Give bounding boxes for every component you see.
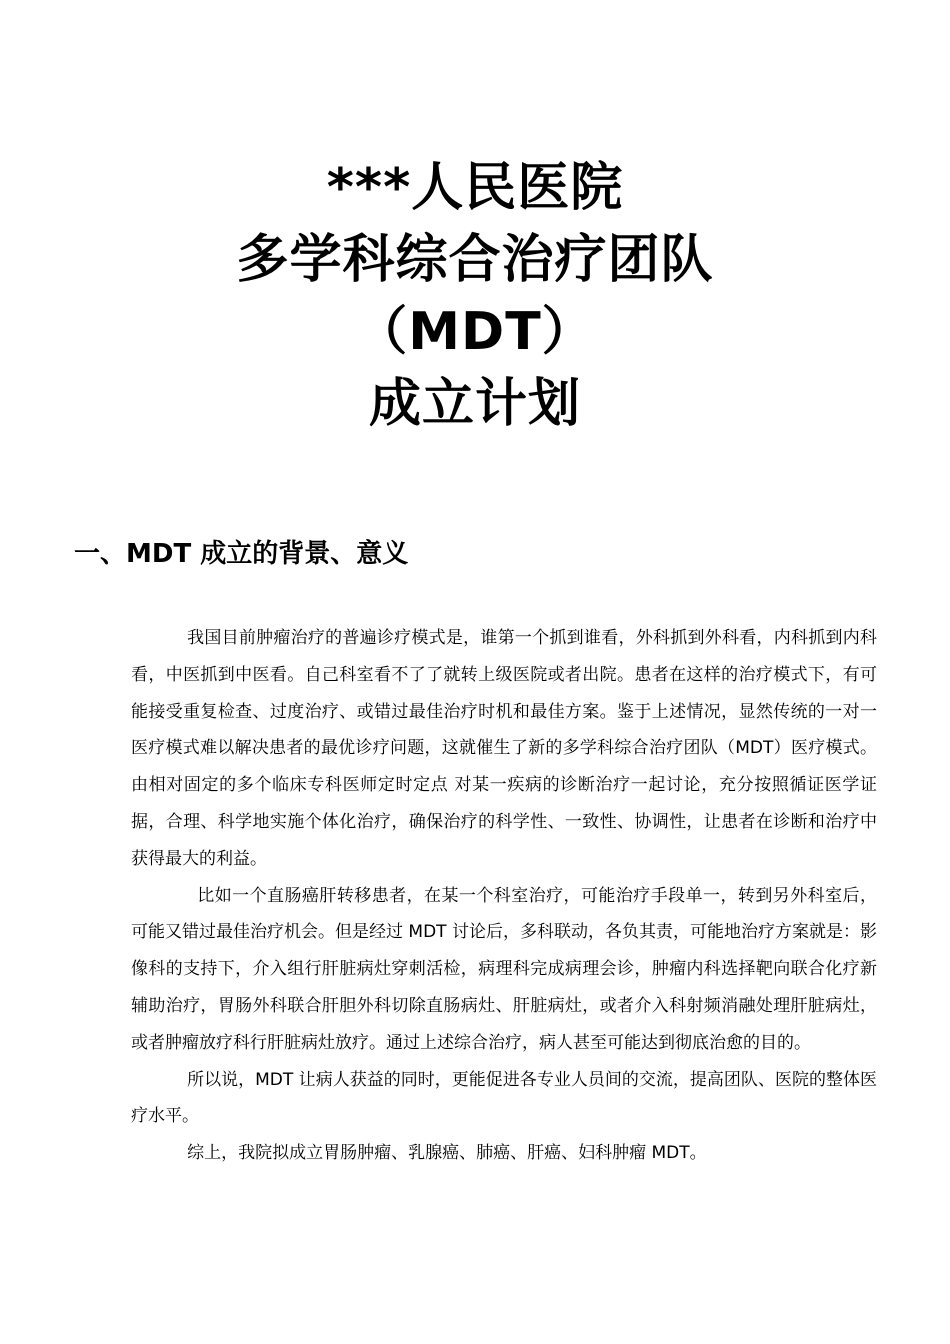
section-heading-background: 一、MDT 成立的背景、意义 <box>74 539 409 569</box>
paragraph-example-case: 比如一个直肠癌肝转移患者，在某一个科室治疗，可能治疗手段单一，转到另外科室后，可能又错过最佳治疗机会。但是经过 MDT 讨论后，多科联动，各负其责，可能地治疗方案就是：影像科的支持下，介入组行肝脏病灶穿刺活检，病理科完成病理会诊，肿瘤内科选择靶向联合化疗新辅助治疗，胃肠外科联合肝胆外科切除直肠病灶、肝脏病灶，或者介入科射频消融处理肝脏病灶，或者肿瘤放疗科行肝脏病灶放疗。通过上述综合治疗，病人甚至可能达到彻底治愈的目的。 <box>131 885 877 1053</box>
paragraph-benefits: 所以说，MDT 让病人获益的同时，更能促进各专业人员间的交流，提高团队、医院的整体医疗水平。 <box>131 1069 877 1127</box>
section-body <box>131 620 877 1172</box>
paragraph-summary: 综上，我院拟成立胃肠肿瘤、乳腺癌、肺癌、肝癌、妇科肿瘤 MDT。 <box>187 1143 707 1164</box>
document-title <box>0 152 950 440</box>
title-hospital-name: ***人民医院 <box>326 158 624 218</box>
title-team-name: 多学科综合治疗团队 <box>236 230 714 290</box>
title-abbreviation: （MDT） <box>355 302 595 362</box>
title-plan: 成立计划 <box>368 374 581 434</box>
paragraph-current-model: 我国目前肿瘤治疗的普遍诊疗模式是，谁第一个抓到谁看，外科抓到外科看，内科抓到内科看，中医抓到中医看。自己科室看不了了就转上级医院或者出院。患者在这样的治疗模式下，有可能接受重复检查、过度治疗、或错过最佳治疗时机和最佳方案。鉴于上述情况，显然传统的一对一医疗模式难以解决患者的最优诊疗问题，这就催生了新的多学科综合治疗团队（MDT）医疗模式。由相对固定的多个临床专科医师定时定点 对某一疾病的诊断治疗一起讨论，充分按照循证医学证据，合理、科学地实施个体化治疗，确保治疗的科学性、一致性、协调性，让患者在诊断和治疗中获得最大的利益。 <box>131 628 877 869</box>
